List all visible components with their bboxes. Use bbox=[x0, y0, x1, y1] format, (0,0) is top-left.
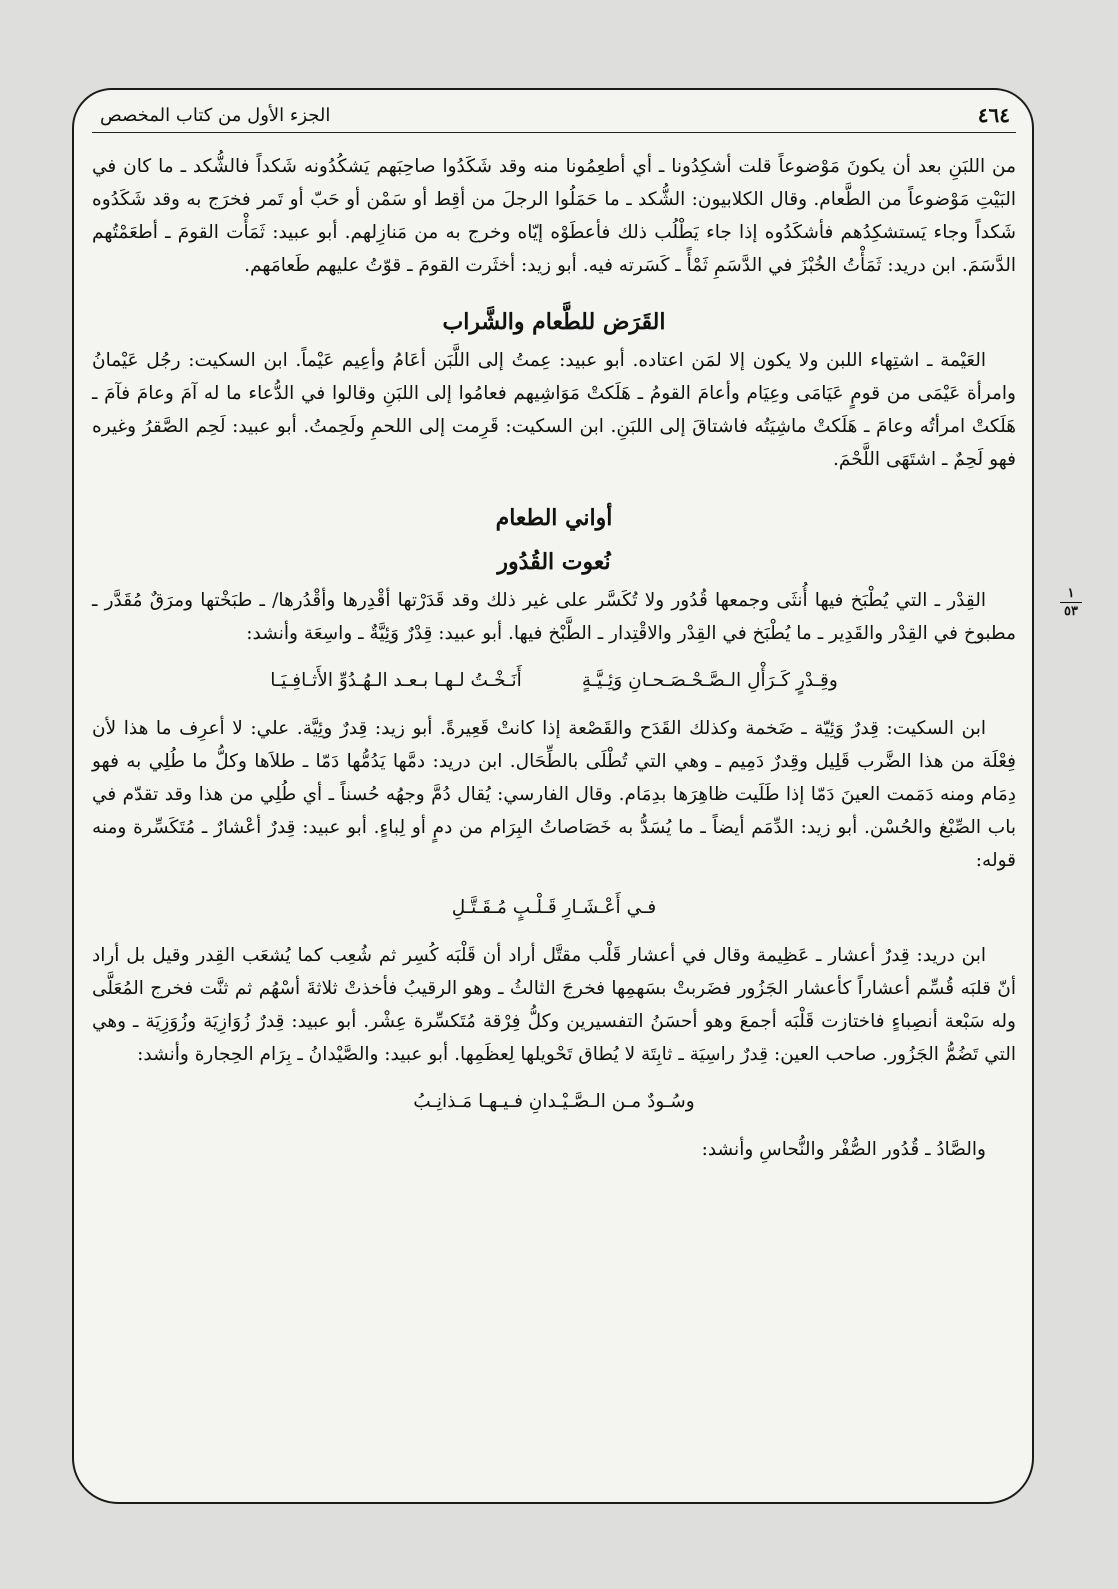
pots-paragraph-4: والصَّادُ ـ قُدُور الصُّفْر والنُّحاسِ وأنشد: bbox=[701, 1139, 986, 1160]
book-title: الجزء الأول من كتاب المخصص bbox=[100, 104, 331, 126]
section-heading-pots: نُعوت القُدُور bbox=[497, 549, 611, 575]
pots-paragraph-3: ابن دريد: قِدرٌ أعشار ـ عَظِيمة وقال في أعشار قَلْب مقتَّل أراد أن قَلْبَه كُسِر ثم شُعِب كما يُشعَب القِدر وقيل بل أراد أنّ قلبَه قُسِّم أعشاراً كأعشار الجَزُور فضَربتْ بسَهمِها فخرجَ الثالثُ ـ وهو الرقيبُ فأخذتْ ثلاثةَ أسْهُم ثم ثنَّت فخرج المُعَلَّى وله سَبْعة أنصِباءٍ فاختازت قَلْبَه أجمعَ وهو أحسَنُ التفسيرين وكلُّ فِرْقة مُتَكسِّرة عِشْر. أبو عبيد: قِدرٌ زُوَازِيَة وزُوَزِيَة ـ وهي التي تَضُمُّ الجَزُور. صاحب العين: قِدرٌ راسِيَة ـ ثابِتَة لا يُطاق تَحْويلها لِعظَمِها. أبو عبيد: والصَّيْدانُ ـ بِرَام الحِجارة وأنشد: bbox=[92, 945, 1016, 1065]
margin-folio-note bbox=[1056, 586, 1086, 619]
margin-note-bar bbox=[1060, 602, 1082, 603]
verse-3 bbox=[92, 1085, 1016, 1119]
craving-paragraph: العَيْمة ـ اشتِهاء اللبن ولا يكون إلا لمَن اعتاده. أبو عبيد: عِمتُ إلى اللَّبَن أعَامُ وأعِيم عَيْماً. ابن السكيت: رجُل عَيْمانُ وامرأة عَيْمَى من قومٍ عَيَامَى وعِيَام وأعامَ القومُ ـ هَلَكتْ مَوَاشِيهم فعامُوا إلى اللبَنِ وقالوا في الدُّعاء ما له آمَ وعامَ فآمَ ـ هَلَكتْ امرأتُه وعامَ ـ هَلَكتْ ماشِيَتُه فاشتاقَ إلى اللبَنِ. ابن السكيت: قَرِمت إلى اللحمِ ولَحِمتُ. أبو عبيد: لَحِم الصَّقرُ وغيره فهو لَحِمٌ ـ اشتَهَى اللَّحْمَ. bbox=[92, 350, 1016, 470]
verse-1 bbox=[92, 664, 1016, 698]
verse-3-text: وسُـودٌ مـن الـصَّـيْـدانِ فـيـهـا مَـذانِـبُ bbox=[413, 1091, 695, 1112]
verse-1-second-hemistich: أَنَـخْـتُ لـهـا بـعـد الـهُـدُوِّ الأَثـافِـيَـا bbox=[270, 670, 522, 691]
margin-note-bottom: ٥٣ bbox=[1064, 604, 1078, 619]
text-body bbox=[92, 150, 1078, 1166]
intro-paragraph: من اللبَنِ بعد أن يكونَ مَوْضوعاً قلت أشكِدُونا ـ أي أطعِمُونا منه وقد شَكَدُوا صاحِبَهم يَشكُدُونه شَكداً فالشُّكد ـ ما كان في البَيْتِ مَوْضوعاً من الطَّعام. وقال الكلابيون: الشُّكد ـ ما حَمَلُوا الرجلَ من أقِط أو سَمْن أو حَبّ أو تَمر فخرَج به وقد شَكَدُوه شَكداً وجاء يَستشكِدُهم فأشكَدُوه إذا جاء يَطْلُب ذلك فأعطَوْه إيّاه وخرج به من مَنازِلهم. أبو عبيد: ثَمَأْت القومَ ـ أطعَمْتُهم الدَّسَمَ. ابن دريد: ثَمَأْتُ الخُبْزَ في الدَّسَمِ ثَمْأً ـ كَسَرته فيه. أبو زيد: أخثَرت القومَ ـ قوّتُ عليهم طَعامَهم. bbox=[92, 156, 1016, 276]
verse-2-text: فـي أَعْـشَـارِ قَـلْـبٍ مُـقَـتَّـلِ bbox=[451, 897, 657, 918]
pots-paragraph-2: ابن السكيت: قِدرٌ وَئِيّة ـ ضَخمة وكذلك القَدَح والقَصْعة إذا كانتْ قَعِيرةً. أبو زيد: قِدرٌ وئِيَّة. علي: لا أعرِف ما هذا لأن فِعْلَة من هذا الضَّرب قَلِيل وقِدرٌ دَمِيم ـ وهي التي تُطْلَى بالطِّحَال. ابن دريد: دمَّها يَدُمُّها دَمّا ـ طلاَها وكلُّ ما طُلِي به فهو دِمَام ومنه دَمَمت العينَ دَمّا إذا طَلَيت ظاهِرَها بدِمَام. وقال الفارسي: يُقال دُمَّ وجهُه حُسناً ـ أي طُلِي من هذا وقد تقدّم في باب الصِّبْغ والحُسْن. أبو زيد: الدِّمَم أيضاً ـ ما يُسَدُّ به خَصَاصاتُ البِرَام من دمٍ أو لِباءٍ. أبو عبيد: قِدرٌ أعْشارٌ ـ مُتَكَسِّرة ومنه قوله: bbox=[92, 718, 1016, 871]
verse-1-first-hemistich: وقِـدْرٍ كَـرَأْلِ الـصَّـحْـصَـحـانِ وَئِـيَّـةٍ bbox=[581, 670, 838, 691]
pots-paragraph-1: القِدْر ـ التي يُطْبَخ فيها أُنثَى وجمعها قُدُور ولا تُكَسَّر على غير ذلك وقد قَدَرْتها أقْدِرها وأقْدُرها/ ـ طبَخْتها ومرَقٌ مُقَدَّر ـ مطبوخ في القِدْر والقَدِير ـ ما يُطْبَخ في القِدْر والاقْتِدار ـ الطَّبْخ فيها. أبو عبيد: قِدْرٌ وَئِيَّةٌ ـ واسِعَة وأنشد: bbox=[92, 590, 1016, 644]
running-header bbox=[92, 98, 1016, 133]
page-number: ٤٦٤ bbox=[977, 103, 1010, 127]
verse-2 bbox=[92, 891, 1016, 925]
section-heading-vessels: أواني الطعام bbox=[495, 505, 613, 531]
margin-note-top: ١ bbox=[1067, 586, 1075, 601]
page-content bbox=[92, 92, 1078, 1492]
section-heading-craving: القَرَض للطَّعام والشَّراب bbox=[442, 309, 666, 335]
pots-paragraph-wrapper bbox=[92, 584, 1078, 650]
